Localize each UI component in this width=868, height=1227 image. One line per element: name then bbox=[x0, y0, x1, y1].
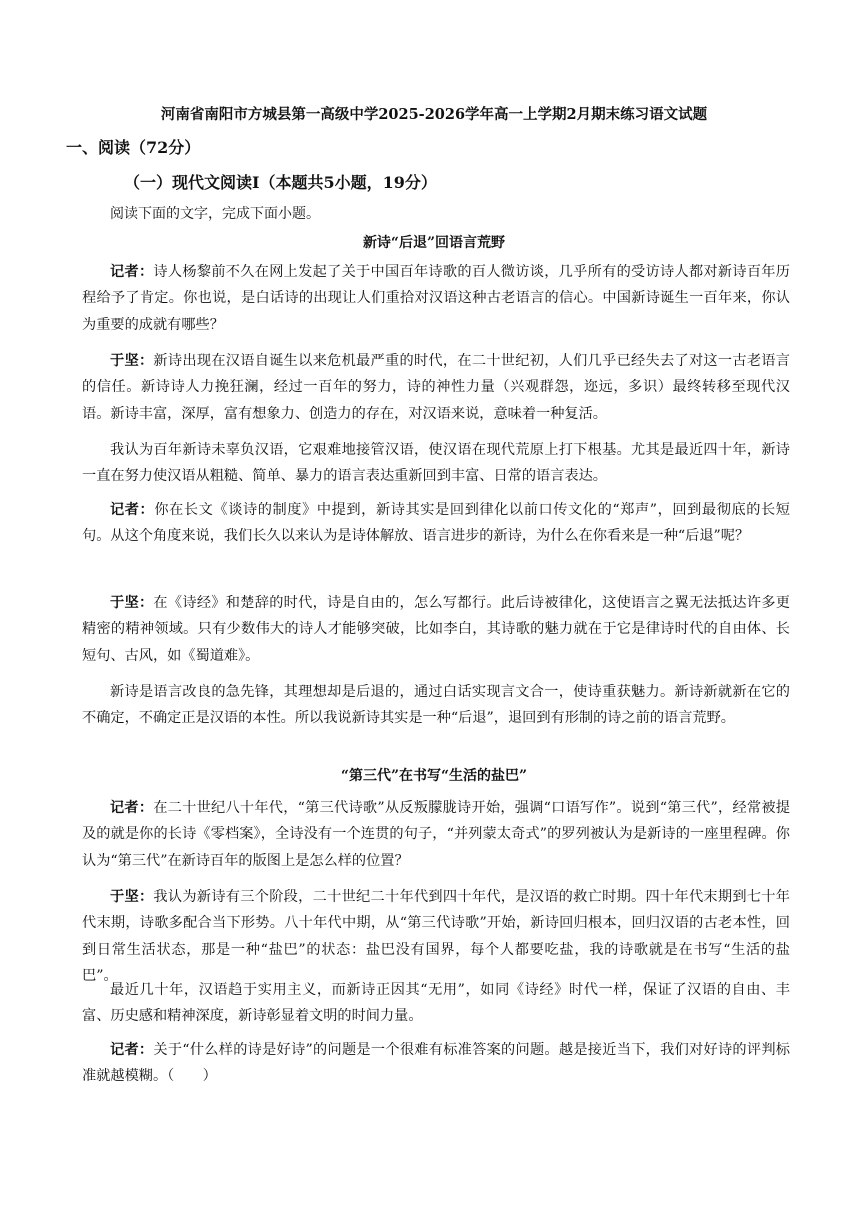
paragraph-text: 诗人杨黎前不久在网上发起了关于中国百年诗歌的百人微访谈，几乎所有的受访诗人都对新诗百年历程给予了肯定。你也说，是白话诗的出现让人们重拾对汉语这种古老语言的信心。中国新诗诞生一百年来，你认为重要的成就有哪些？ bbox=[82, 264, 790, 333]
subsection-heading: （一）现代文阅读I（本题共5小题，19分） bbox=[124, 173, 437, 192]
paragraph bbox=[82, 977, 790, 1030]
paragraph bbox=[82, 437, 790, 490]
paragraph-text: 我认为新诗有三个阶段，二十世纪二十年代到四十年代，是汉语的救亡时期。四十年代末期到七十年代末期，诗歌多配合当下形势。八十年代中期，从“第三代诗歌”开始，新诗回归根本，回归汉语的古老本性，回到日常生活状态，那是一种“盐巴”的状态：盐巴没有国界，每个人都要吃盐，我的诗歌就是在书写“生活的盐巴”。 bbox=[82, 889, 790, 984]
speaker-label: 记者： bbox=[110, 502, 155, 518]
paragraph bbox=[82, 679, 790, 732]
paragraph bbox=[82, 259, 790, 338]
speaker-label: 记者： bbox=[110, 264, 154, 280]
speaker-label: 于坚： bbox=[110, 595, 154, 611]
document-title: 河南省南阳市方城县第一高级中学2025-2026学年高一上学期2月期末练习语文试题 bbox=[160, 106, 708, 123]
article-title-2: “第三代”在书写“生活的盐巴” bbox=[340, 768, 528, 784]
paragraph bbox=[82, 348, 790, 427]
paragraph bbox=[82, 1037, 790, 1090]
paragraph-text: 在《诗经》和楚辞的时代，诗是自由的，怎么写都行。此后诗被律化，这使语言之翼无法抵达许多更精密的精神领域。只有少数伟大的诗人才能够突破，比如李白，其诗歌的魅力就在于它是律诗时代的自由体、长短句、古风，如《蜀道难》。 bbox=[82, 595, 790, 664]
paragraph-text: 在二十世纪八十年代，“第三代诗歌”从反叛朦胧诗开始，强调“口语写作”。说到“第三代”，经常被提及的就是你的长诗《零档案》，全诗没有一个连贯的句子，“并列蒙太奇式”的罗列被认为是新诗的一座里程碑。你认为“第三代”在新诗百年的版图上是怎么样的位置？ bbox=[82, 800, 790, 869]
speaker-label: 记者： bbox=[110, 800, 154, 816]
paragraph-text: 关于“什么样的诗是好诗”的问题是一个很难有标准答案的问题。越是接近当下，我们对好诗的评判标准就越模糊。（ ） bbox=[82, 1042, 790, 1085]
speaker-label: 于坚： bbox=[110, 353, 154, 369]
paragraph bbox=[82, 590, 790, 669]
paragraph-text: 新诗是语言改良的急先锋，其理想却是后退的，通过白话实现言文合一，使诗重获魅力。新诗新就新在它的不确定，不确定正是汉语的本性。所以我说新诗其实是一种“后退”，退回到有形制的诗之前的语言荒野。 bbox=[82, 684, 790, 727]
speaker-label: 记者： bbox=[110, 1042, 154, 1058]
speaker-label: 于坚： bbox=[110, 889, 154, 905]
paragraph bbox=[82, 795, 790, 874]
section-heading: 一、阅读（72分） bbox=[66, 138, 201, 157]
paragraph bbox=[82, 884, 790, 989]
paragraph-text: 我认为百年新诗未辜负汉语，它艰难地接管汉语，使汉语在现代荒原上打下根基。尤其是最近四十年，新诗一直在努力使汉语从粗糙、简单、暴力的语言表达重新回到丰富、日常的语言表达。 bbox=[82, 442, 790, 485]
paragraph-text: 你在长文《谈诗的制度》中提到，新诗其实是回到律化以前口传文化的“郑声”，回到最彻底的长短句。从这个角度来说，我们长久以来认为是诗体解放、语言进步的新诗，为什么在你看来是一种“后退”呢？ bbox=[82, 502, 790, 545]
article-title-1: 新诗“后退”回语言荒野 bbox=[362, 235, 506, 251]
reading-instruction: 阅读下面的文字，完成下面小题。 bbox=[110, 206, 320, 222]
paragraph-text: 最近几十年，汉语趋于实用主义，而新诗正因其“无用”，如同《诗经》时代一样，保证了汉语的自由、丰富、历史感和精神深度，新诗彰显着文明的时间力量。 bbox=[82, 982, 790, 1025]
paragraph bbox=[82, 497, 790, 550]
paragraph-text: 新诗出现在汉语自诞生以来危机最严重的时代，在二十世纪初，人们几乎已经失去了对这一古老语言的信任。新诗诗人力挽狂澜，经过一百年的努力，诗的神性力量（兴观群怨，迩远，多识）最终转移至现代汉语。新诗丰富，深厚，富有想象力、创造力的存在，对汉语来说，意味着一种复活。 bbox=[82, 353, 790, 422]
